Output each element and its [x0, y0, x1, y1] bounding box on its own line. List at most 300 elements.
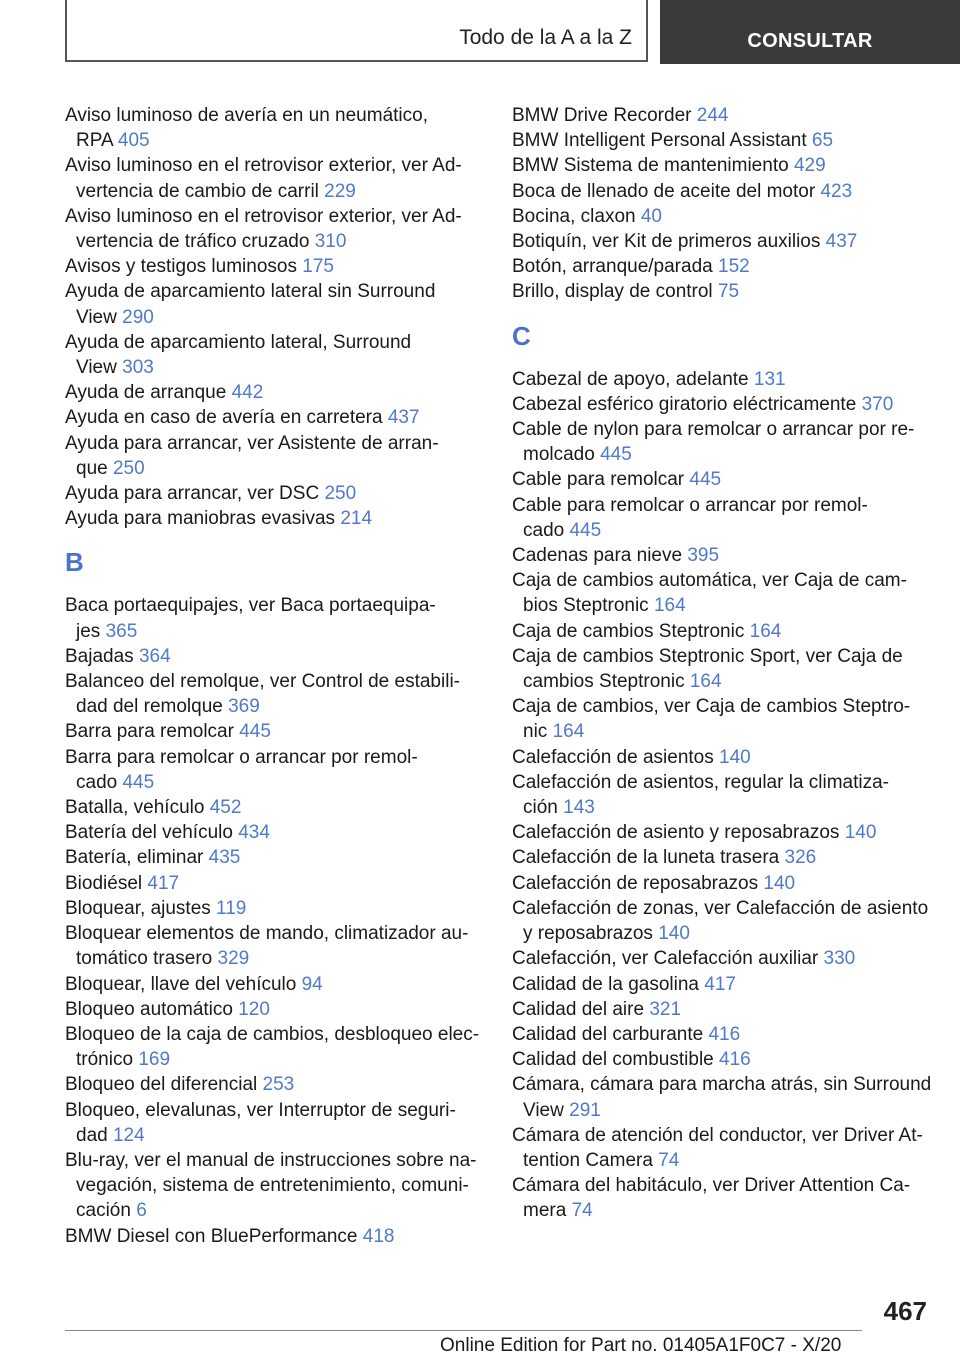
- page-reference-link[interactable]: 310: [314, 231, 347, 253]
- index-entry-line: [512, 997, 932, 1022]
- index-entry: [512, 279, 932, 304]
- index-entry-text: Bloquear, ajustes: [65, 897, 217, 919]
- index-entry-text: Bloqueo, elevalunas, ver Interruptor de seguri‐: [65, 1099, 456, 1121]
- page-reference-link[interactable]: 124: [112, 1124, 145, 1146]
- index-entry: [512, 1072, 932, 1122]
- index-entry-text: Batería, eliminar: [65, 847, 209, 869]
- index-entry-text: que: [76, 457, 113, 479]
- page-reference-link[interactable]: 369: [228, 696, 260, 718]
- index-entry-text: Cabezal de apoyo, adelante: [512, 368, 754, 390]
- index-entry-text: Caja de cambios Steptronic: [512, 620, 750, 642]
- index-entry: [512, 204, 932, 229]
- index-entry-text: Baca portaequipajes, ver Baca portaequipa‐: [65, 595, 436, 617]
- index-entry: [65, 719, 485, 744]
- index-entry-line: [65, 997, 485, 1022]
- index-entry-line: [512, 279, 932, 304]
- index-entry-line: [512, 254, 932, 279]
- index-entry-line: [65, 456, 485, 481]
- index-entry-line: [512, 921, 932, 946]
- page-reference-link[interactable]: 152: [718, 256, 750, 278]
- index-entry: [512, 946, 932, 971]
- index-entry: [512, 254, 932, 279]
- page-reference-link[interactable]: 370: [861, 393, 894, 415]
- index-entry-text: cado: [523, 519, 570, 541]
- index-entry-line: [65, 745, 485, 770]
- index-entry-text: vertencia de tráfico cruzado: [76, 231, 315, 253]
- index-entry-text: molcado: [523, 444, 601, 466]
- section-letter: B: [65, 547, 84, 578]
- index-entry-line: [65, 845, 485, 870]
- index-entry-text: Calidad de la gasolina: [512, 973, 705, 995]
- page-reference-link[interactable]: 140: [763, 872, 796, 894]
- index-entry-text: Bloquear, llave del vehículo: [65, 973, 302, 995]
- index-entry-text: Cable para remolcar o arrancar por remol‐: [512, 494, 868, 516]
- footer-edition: Online Edition for Part no. 01405A1F0C7 - X/20: [440, 1335, 842, 1356]
- index-entry-line: [512, 1047, 932, 1072]
- index-entry: [512, 543, 932, 568]
- index-entry-line: [65, 1198, 485, 1223]
- index-entry: [512, 896, 932, 946]
- index-entry: [65, 795, 485, 820]
- index-entry-line: [65, 103, 485, 128]
- index-entry-text: Calidad del aire: [512, 998, 650, 1020]
- index-entry-line: [65, 380, 485, 405]
- index-entry-text: Ayuda para maniobras evasivas: [65, 508, 341, 530]
- page-reference-link[interactable]: 445: [122, 771, 155, 793]
- index-entry: [512, 493, 932, 543]
- index-entry: [512, 619, 932, 644]
- page-reference-link[interactable]: 437: [387, 407, 420, 429]
- index-entry-line: [65, 1022, 485, 1047]
- index-entry: [512, 871, 932, 896]
- index-entry-line: [65, 506, 485, 531]
- consultar-tab-label: CONSULTAR: [747, 30, 873, 52]
- index-entry: [65, 972, 485, 997]
- index-entry-text: Cabezal esférico giratorio eléctricamente: [512, 393, 862, 415]
- page-reference-link[interactable]: 175: [302, 256, 334, 278]
- index-entry-line: [512, 820, 932, 845]
- page-reference-link[interactable]: 395: [687, 545, 720, 567]
- index-entry-text: Caja de cambios automática, ver Caja de cam‐: [512, 570, 907, 592]
- index-entry-text: Cable para remolcar: [512, 469, 690, 491]
- index-entry: [65, 380, 485, 405]
- index-entry-text: Bloqueo automático: [65, 998, 239, 1020]
- page-reference-link[interactable]: 131: [753, 368, 786, 390]
- index-entry: [65, 820, 485, 845]
- index-entry-text: Cadenas para nieve: [512, 545, 688, 567]
- section-tab-label: Todo de la A a la Z: [459, 26, 632, 49]
- index-entry: [65, 1072, 485, 1097]
- index-entry-text: Aviso luminoso en el retrovisor exterior, ver Ad‐: [65, 205, 462, 227]
- index-entry: [512, 1022, 932, 1047]
- index-entry-line: [512, 593, 932, 618]
- index-entry: [65, 593, 485, 643]
- index-entry: [65, 1224, 485, 1249]
- index-entry-text: Boca de llenado de aceite del motor: [512, 180, 821, 202]
- page-reference-link[interactable]: 452: [209, 797, 242, 819]
- index-entry-line: [512, 669, 932, 694]
- index-entry-line: [65, 1224, 485, 1249]
- index-entry-text: Ayuda de aparcamiento lateral, Surround: [65, 331, 412, 353]
- index-entry-text: Balanceo del remolque, ver Control de estabili‐: [65, 671, 460, 693]
- index-entry-text: Ayuda para arrancar, ver Asistente de arran‐: [65, 432, 439, 454]
- index-entry-text: bios Steptronic: [523, 595, 654, 617]
- index-entry-text: Bloqueo del diferencial: [65, 1074, 263, 1096]
- index-entry: [512, 229, 932, 254]
- index-entry-line: [512, 179, 932, 204]
- index-entry-line: [65, 405, 485, 430]
- index-entry-line: [65, 153, 485, 178]
- index-entry-text: View: [76, 306, 123, 328]
- index-entry: [512, 128, 932, 153]
- index-entry: [512, 770, 932, 820]
- index-entry-text: Bloqueo de la caja de cambios, desbloqueo elec‐: [65, 1023, 480, 1045]
- index-entry-line: [512, 367, 932, 392]
- page-reference-link[interactable]: 417: [704, 973, 736, 995]
- index-entry: [65, 669, 485, 719]
- index-entry-text: Calefacción de reposabrazos: [512, 872, 764, 894]
- index-entry: [512, 179, 932, 204]
- index-entry-line: [65, 128, 485, 153]
- index-entry: [512, 745, 932, 770]
- index-entry-text: RPA: [76, 130, 118, 152]
- index-entry-line: [512, 644, 932, 669]
- index-entry-line: [65, 896, 485, 921]
- index-entry-line: [512, 1173, 932, 1198]
- page-reference-link[interactable]: 74: [658, 1149, 680, 1171]
- index-entry-line: [512, 128, 932, 153]
- index-entry-line: [65, 1047, 485, 1072]
- index-entry-line: [512, 568, 932, 593]
- index-entry: [512, 153, 932, 178]
- index-entry-text: Calefacción de zonas, ver Calefacción de asiento: [512, 897, 929, 919]
- index-entry-line: [65, 1148, 485, 1173]
- page-reference-link[interactable]: 120: [238, 998, 270, 1020]
- index-entry: [65, 644, 485, 669]
- index-entry-line: [65, 644, 485, 669]
- index-entry-text: BMW Diesel con BluePerformance: [65, 1225, 363, 1247]
- index-entry-text: Biodiésel: [65, 872, 148, 894]
- page-reference-link[interactable]: 416: [719, 1049, 751, 1071]
- page-reference-link[interactable]: 140: [844, 822, 877, 844]
- page-reference-link[interactable]: 119: [216, 897, 247, 919]
- index-entry: [65, 745, 485, 795]
- page-reference-link[interactable]: 164: [653, 595, 686, 617]
- index-entry-line: [512, 392, 932, 417]
- index-entry-text: vegación, sistema de entretenimiento, comuni‐: [76, 1175, 469, 1197]
- index-entry-line: [65, 820, 485, 845]
- index-entry-line: [512, 417, 932, 442]
- page-reference-link[interactable]: 244: [696, 105, 729, 126]
- index-entry: [512, 845, 932, 870]
- index-entry-line: [512, 229, 932, 254]
- index-entry-line: [512, 103, 932, 128]
- index-entry: [65, 103, 485, 153]
- index-entry-text: Aviso luminoso de avería en un neumático,: [65, 105, 428, 126]
- index-entry-text: trónico: [76, 1049, 139, 1071]
- index-entry-text: Bloquear elementos de mando, climatizador au‐: [65, 923, 469, 945]
- index-entry-line: [65, 694, 485, 719]
- page-reference-link[interactable]: 435: [208, 847, 241, 869]
- index-entry-text: BMW Drive Recorder: [512, 105, 697, 126]
- page-reference-link[interactable]: 140: [658, 923, 690, 945]
- page-reference-link[interactable]: 250: [112, 457, 145, 479]
- page-reference-link[interactable]: 164: [552, 721, 585, 743]
- index-entry-line: [512, 845, 932, 870]
- index-entry-text: Cable de nylon para remolcar o arrancar por re‐: [512, 419, 915, 441]
- page-reference-link[interactable]: 416: [708, 1023, 741, 1045]
- index-entry-line: [65, 1173, 485, 1198]
- index-entry-text: Botiquín, ver Kit de primeros auxilios: [512, 231, 826, 253]
- index-entry-text: BMW Intelligent Personal Assistant: [512, 130, 812, 152]
- index-entry: [512, 1047, 932, 1072]
- index-entry-line: [512, 896, 932, 921]
- page-reference-link[interactable]: 214: [340, 508, 373, 530]
- index-entry-text: mera: [523, 1200, 572, 1222]
- page-reference-link[interactable]: 164: [749, 620, 782, 642]
- index-entry-line: [65, 254, 485, 279]
- index-entry-line: [512, 745, 932, 770]
- consultar-tab[interactable]: [660, 0, 960, 64]
- page-reference-link[interactable]: 290: [122, 306, 154, 328]
- index-entry-text: Caja de cambios Steptronic Sport, ver Caja de: [512, 645, 903, 667]
- index-entry: [512, 694, 932, 744]
- index-entry-text: Calidad del carburante: [512, 1023, 709, 1045]
- index-entry-line: [65, 305, 485, 330]
- page-reference-link[interactable]: 164: [689, 671, 722, 693]
- index-entry-line: [65, 179, 485, 204]
- page-reference-link[interactable]: 229: [324, 180, 356, 202]
- index-entry-text: dad: [76, 1124, 113, 1146]
- index-entry-text: cambios Steptronic: [523, 671, 690, 693]
- index-entry-text: Batería del vehículo: [65, 822, 239, 844]
- page-number: 467: [883, 1296, 927, 1326]
- page-header: [65, 0, 960, 64]
- index-entry-text: Cámara, cámara para marcha atrás, sin Surround: [512, 1074, 932, 1096]
- index-entry-line: [65, 330, 485, 355]
- page-reference-link[interactable]: 445: [569, 519, 602, 541]
- index-entry-text: View: [76, 357, 123, 379]
- index-entry-line: [512, 442, 932, 467]
- section-tab[interactable]: [65, 0, 648, 62]
- index-entry-line: [512, 871, 932, 896]
- page-reference-link[interactable]: 291: [569, 1099, 601, 1121]
- index-entry: [65, 330, 485, 380]
- index-entry-line: [512, 694, 932, 719]
- footer-divider: [65, 1330, 862, 1331]
- index-entry-text: cación: [76, 1200, 137, 1222]
- index-entry: [65, 506, 485, 531]
- index-entry-text: cado: [76, 771, 123, 793]
- index-entry: [65, 431, 485, 481]
- index-entry-text: Cámara del habitáculo, ver Driver Attention Ca‐: [512, 1175, 911, 1197]
- index-entry-text: Barra para remolcar: [65, 721, 240, 743]
- index-entry-text: Ayuda en caso de avería en carretera: [65, 407, 388, 429]
- index-entry: [65, 896, 485, 921]
- page-reference-link[interactable]: 364: [138, 645, 171, 667]
- page-reference-link[interactable]: 329: [217, 948, 250, 970]
- index-entry-line: [65, 619, 485, 644]
- page-reference-link[interactable]: 6: [136, 1200, 147, 1222]
- index-entry-text: Caja de cambios, ver Caja de cambios Steptro‐: [512, 696, 911, 718]
- index-entry-line: [512, 1123, 932, 1148]
- index-entry-text: View: [523, 1099, 570, 1121]
- index-entry-text: nic: [523, 721, 553, 743]
- index-entry-line: [65, 719, 485, 744]
- index-entry: [512, 997, 932, 1022]
- index-entry-text: vertencia de cambio de carril: [76, 180, 325, 202]
- index-entry: [512, 467, 932, 492]
- index-entry: [65, 481, 485, 506]
- section-letter: C: [512, 320, 531, 351]
- index-entry-line: [65, 1072, 485, 1097]
- index-entry-line: [65, 946, 485, 971]
- index-entry-line: [512, 972, 932, 997]
- index-entry: [65, 405, 485, 430]
- index-column-left: [65, 103, 485, 1249]
- index-entry: [512, 820, 932, 845]
- index-entry: [65, 871, 485, 896]
- index-entry-text: Brillo, display de control: [512, 281, 718, 303]
- index-entry: [65, 254, 485, 279]
- index-entry-text: Calidad del combustible: [512, 1049, 720, 1071]
- index-entry-line: [65, 279, 485, 304]
- index-entry-text: BMW Sistema de mantenimiento: [512, 155, 794, 177]
- index-entry-line: [512, 1072, 932, 1097]
- index-entry: [512, 644, 932, 694]
- index-entry-line: [65, 770, 485, 795]
- page-reference-link[interactable]: 40: [640, 205, 662, 227]
- index-entry-text: Calefacción, ver Calefacción auxiliar: [512, 948, 824, 970]
- page-reference-link[interactable]: 253: [262, 1074, 295, 1096]
- index-entry-line: [512, 1148, 932, 1173]
- index-entry-text: Bajadas: [65, 645, 139, 667]
- index-entry: [65, 153, 485, 203]
- page-reference-link[interactable]: 143: [563, 797, 595, 819]
- index-entry-text: Barra para remolcar o arrancar por remol‐: [65, 746, 418, 768]
- index-entry: [65, 1022, 485, 1072]
- index-entry-line: [512, 719, 932, 744]
- index-entry-line: [65, 593, 485, 618]
- index-entry-text: jes: [76, 620, 106, 642]
- index-entry-text: Calefacción de asiento y reposabrazos: [512, 822, 845, 844]
- index-entry: [512, 417, 932, 467]
- index-entry-text: y reposabrazos: [523, 923, 659, 945]
- index-column-right: [512, 103, 932, 1224]
- index-entry-text: Cámara de atención del conductor, ver Driver At‐: [512, 1124, 923, 1146]
- page-reference-link[interactable]: 418: [362, 1225, 395, 1247]
- page-reference-link[interactable]: 429: [793, 155, 826, 177]
- page-reference-link[interactable]: 417: [147, 872, 180, 894]
- index-entry-line: [65, 481, 485, 506]
- page-reference-link[interactable]: 423: [820, 180, 853, 202]
- page-reference-link[interactable]: 437: [825, 231, 858, 253]
- index-entry-line: [512, 1022, 932, 1047]
- index-entry-line: [512, 619, 932, 644]
- page-reference-link[interactable]: 75: [717, 281, 740, 303]
- page-reference-link[interactable]: 442: [231, 382, 264, 404]
- index-entry-line: [65, 921, 485, 946]
- index-entry-text: Botón, arranque/parada: [512, 256, 718, 278]
- index-entry-text: Batalla, vehículo: [65, 797, 210, 819]
- page-reference-link[interactable]: 169: [138, 1049, 171, 1071]
- index-entry-text: Ayuda de arranque: [65, 382, 232, 404]
- index-entry-text: tention Camera: [523, 1149, 659, 1171]
- index-entry: [512, 367, 932, 392]
- index-entry-line: [512, 493, 932, 518]
- index-entry-text: Aviso luminoso en el retrovisor exterior, ver Ad‐: [65, 155, 462, 177]
- index-entry-line: [512, 543, 932, 568]
- page-reference-link[interactable]: 326: [784, 847, 817, 869]
- index-entry: [512, 972, 932, 997]
- index-entry-text: Ayuda de aparcamiento lateral sin Surround: [65, 281, 436, 303]
- page-reference-link[interactable]: 445: [689, 469, 722, 491]
- page-reference-link[interactable]: 330: [823, 948, 856, 970]
- page-reference-link[interactable]: 445: [239, 721, 271, 743]
- page-reference-link[interactable]: 445: [600, 444, 632, 466]
- index-entry-line: [512, 467, 932, 492]
- index-entry-line: [65, 355, 485, 380]
- index-entry-line: [512, 518, 932, 543]
- index-entry-line: [65, 795, 485, 820]
- index-entry-line: [512, 946, 932, 971]
- page-reference-link[interactable]: 250: [324, 483, 357, 505]
- index-entry: [65, 279, 485, 329]
- index-entry-line: [512, 1098, 932, 1123]
- index-entry: [65, 1148, 485, 1224]
- page-reference-link[interactable]: 303: [122, 357, 154, 379]
- index-entry-text: dad del remolque: [76, 696, 229, 718]
- index-entry-line: [65, 1123, 485, 1148]
- index-entry: [65, 1098, 485, 1148]
- page-reference-link[interactable]: 405: [117, 130, 150, 152]
- index-entry-text: Bocina, claxon: [512, 205, 641, 227]
- index-entry: [512, 568, 932, 618]
- index-entry: [65, 921, 485, 971]
- index-entry-line: [65, 871, 485, 896]
- index-entry-line: [65, 431, 485, 456]
- index-entry-text: tomático trasero: [76, 948, 218, 970]
- page-reference-link[interactable]: 321: [649, 998, 682, 1020]
- index-entry-line: [512, 770, 932, 795]
- index-entry: [65, 204, 485, 254]
- index-entry-line: [65, 229, 485, 254]
- page-reference-link[interactable]: 434: [238, 822, 270, 844]
- index-entry-line: [512, 153, 932, 178]
- index-entry-line: [512, 1198, 932, 1223]
- index-entry: [512, 103, 932, 128]
- index-entry-text: ción: [523, 797, 564, 819]
- index-entry-line: [65, 972, 485, 997]
- index-entry-text: Avisos y testigos luminosos: [65, 256, 303, 278]
- index-entry-line: [65, 669, 485, 694]
- index-entry-text: Blu-ray, ver el manual de instrucciones sobre na‐: [65, 1149, 477, 1171]
- index-entry-text: Calefacción de la luneta trasera: [512, 847, 785, 869]
- index-entry: [512, 1173, 932, 1223]
- index-entry-line: [65, 1098, 485, 1123]
- index-entry-text: Ayuda para arrancar, ver DSC: [65, 483, 325, 505]
- index-entry: [65, 997, 485, 1022]
- page-reference-link[interactable]: 65: [811, 130, 834, 152]
- index-entry-text: Calefacción de asientos, regular la climatiza‐: [512, 771, 890, 793]
- page-reference-link[interactable]: 365: [105, 620, 138, 642]
- page-reference-link[interactable]: 94: [301, 973, 323, 995]
- index-entry-line: [512, 204, 932, 229]
- index-entry-line: [65, 204, 485, 229]
- page-reference-link[interactable]: 140: [719, 746, 751, 768]
- index-entry: [65, 845, 485, 870]
- page-reference-link[interactable]: 74: [571, 1200, 593, 1222]
